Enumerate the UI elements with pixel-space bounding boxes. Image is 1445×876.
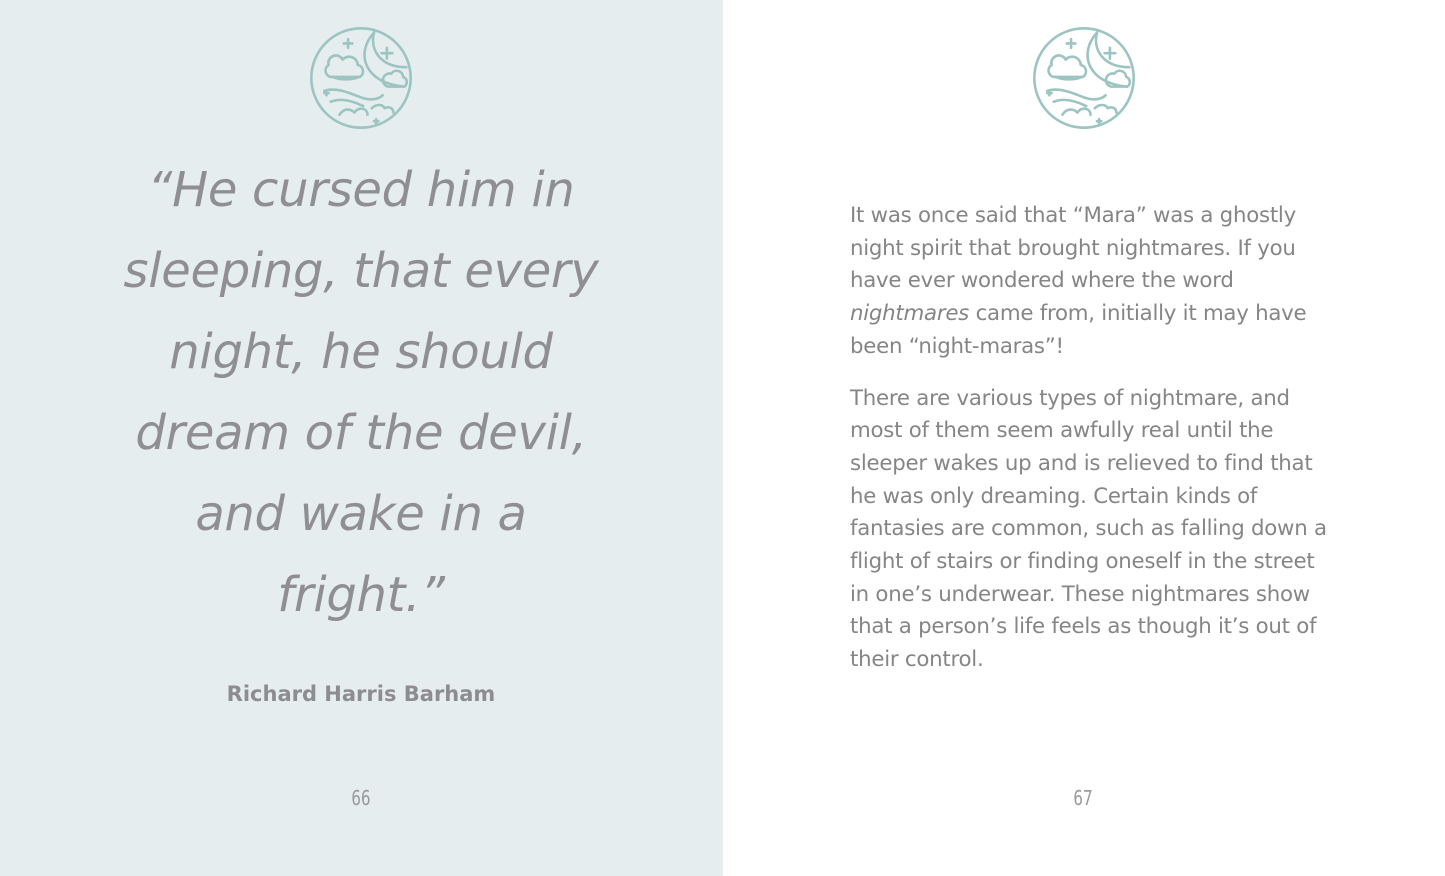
paragraph-1-start: It was once said that “Mara” was a ghostly night spirit that brought nightmares. If you have ever wondered where the word (850, 203, 1296, 294)
quote-attribution: Richard Harris Barham (226, 682, 496, 706)
italic-term: nightmares (850, 301, 970, 327)
page-number-right: 67 (1073, 786, 1093, 810)
moon-cloud-stars-icon (1030, 24, 1138, 132)
moon-cloud-stars-icon (307, 24, 415, 132)
body-text (850, 200, 1328, 696)
page-number-left: 66 (351, 786, 371, 810)
paragraph-1-end: came from, initially it may have been “night-maras”! (850, 301, 1307, 359)
paragraph-2: There are various types of nightmare, and most of them seem awfully real until the sleeper wakes up and is relieved to find that he was only dreaming. Certain kinds of fantasies are common, such as falling down a flight of stairs or finding oneself in the street in one’s underwear. These nightmares show that a person’s life feels as though it’s out of their control. (850, 385, 1327, 673)
paragraph-1 (850, 200, 1328, 364)
pull-quote: “He cursed him in sleeping, that every night, he should dream of the devil, and wake in a fright.” (123, 162, 599, 623)
